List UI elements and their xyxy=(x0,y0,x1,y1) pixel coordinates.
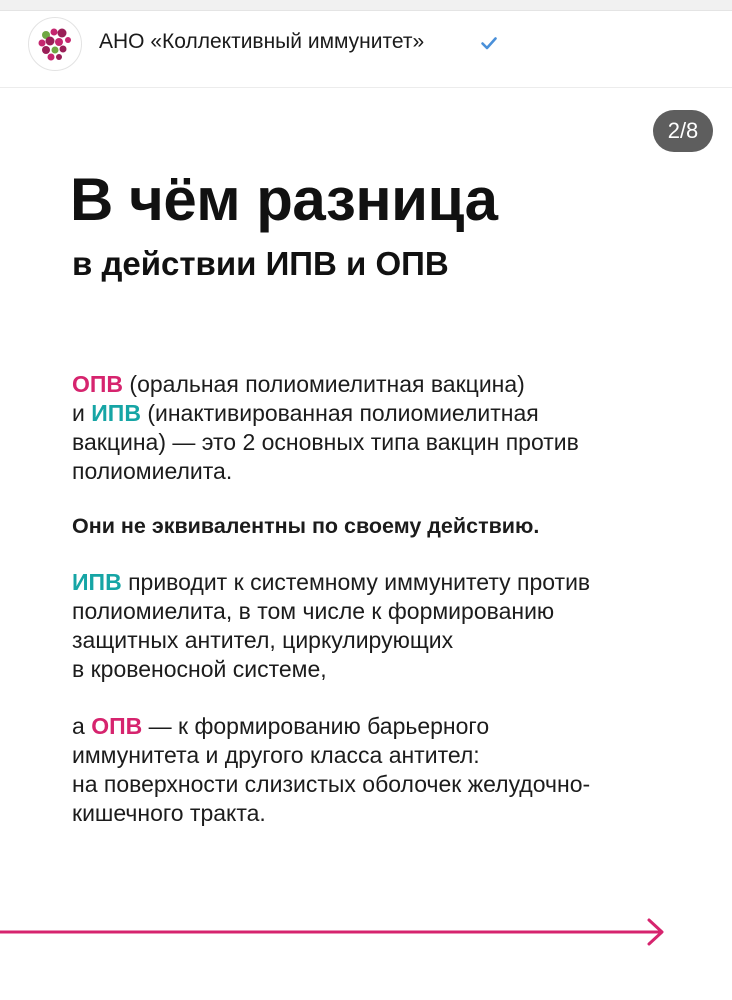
text-fragment: (инактивированная полиомиелитная xyxy=(140,400,539,426)
text-fragment: и xyxy=(72,400,92,426)
account-avatar[interactable] xyxy=(28,17,82,71)
text-line: Они не эквивалентны по своему действию. xyxy=(72,514,540,538)
account-name[interactable]: АНО «Коллективный иммунитет» xyxy=(99,30,425,53)
text-fragment: (оральная полиомиелитная вакцина) xyxy=(123,371,525,397)
text-line xyxy=(72,399,692,428)
verified-checkmark-icon xyxy=(480,34,498,52)
slide-title: В чём разница xyxy=(70,166,498,233)
post-header xyxy=(0,11,732,88)
text-fragment: — к формированию барьерного xyxy=(142,713,490,739)
text-line: в кровеносной системе, xyxy=(72,656,327,682)
text-line xyxy=(72,370,692,399)
text-line xyxy=(72,712,692,741)
ipv-label: ИПВ xyxy=(72,569,122,595)
next-slide-arrow-icon[interactable] xyxy=(0,915,670,949)
opv-label: ОПВ xyxy=(72,371,124,397)
text-line: полиомиелита. xyxy=(72,458,233,484)
text-fragment: приводит к системному иммунитету против xyxy=(121,569,591,595)
text-line: кишечного тракта. xyxy=(72,800,266,826)
paragraph-vaccine-types xyxy=(72,370,692,486)
text-line: иммунитета и другого класса антител: xyxy=(72,742,480,768)
text-line: защитных антител, циркулирующих xyxy=(72,627,454,653)
text-line: вакцина) — это 2 основных типа вакцин против xyxy=(72,429,579,455)
slide-subtitle: в действии ИПВ и ОПВ xyxy=(72,245,449,282)
paragraph-opv-effect xyxy=(72,712,692,828)
opv-label: ОПВ xyxy=(91,713,143,739)
status-strip xyxy=(0,0,732,11)
page-indicator-badge: 2/8 xyxy=(653,110,713,152)
text-line: полиомиелита, в том числе к формированию xyxy=(72,598,555,624)
ipv-label: ИПВ xyxy=(91,400,141,426)
text-fragment: а xyxy=(72,713,92,739)
grape-cluster-logo-icon xyxy=(29,18,81,70)
paragraph-ipv-effect xyxy=(72,568,692,684)
text-line xyxy=(72,568,692,597)
paragraph-not-equivalent xyxy=(72,512,692,541)
text-line: на поверхности слизистых оболочек желудочно- xyxy=(72,771,591,797)
